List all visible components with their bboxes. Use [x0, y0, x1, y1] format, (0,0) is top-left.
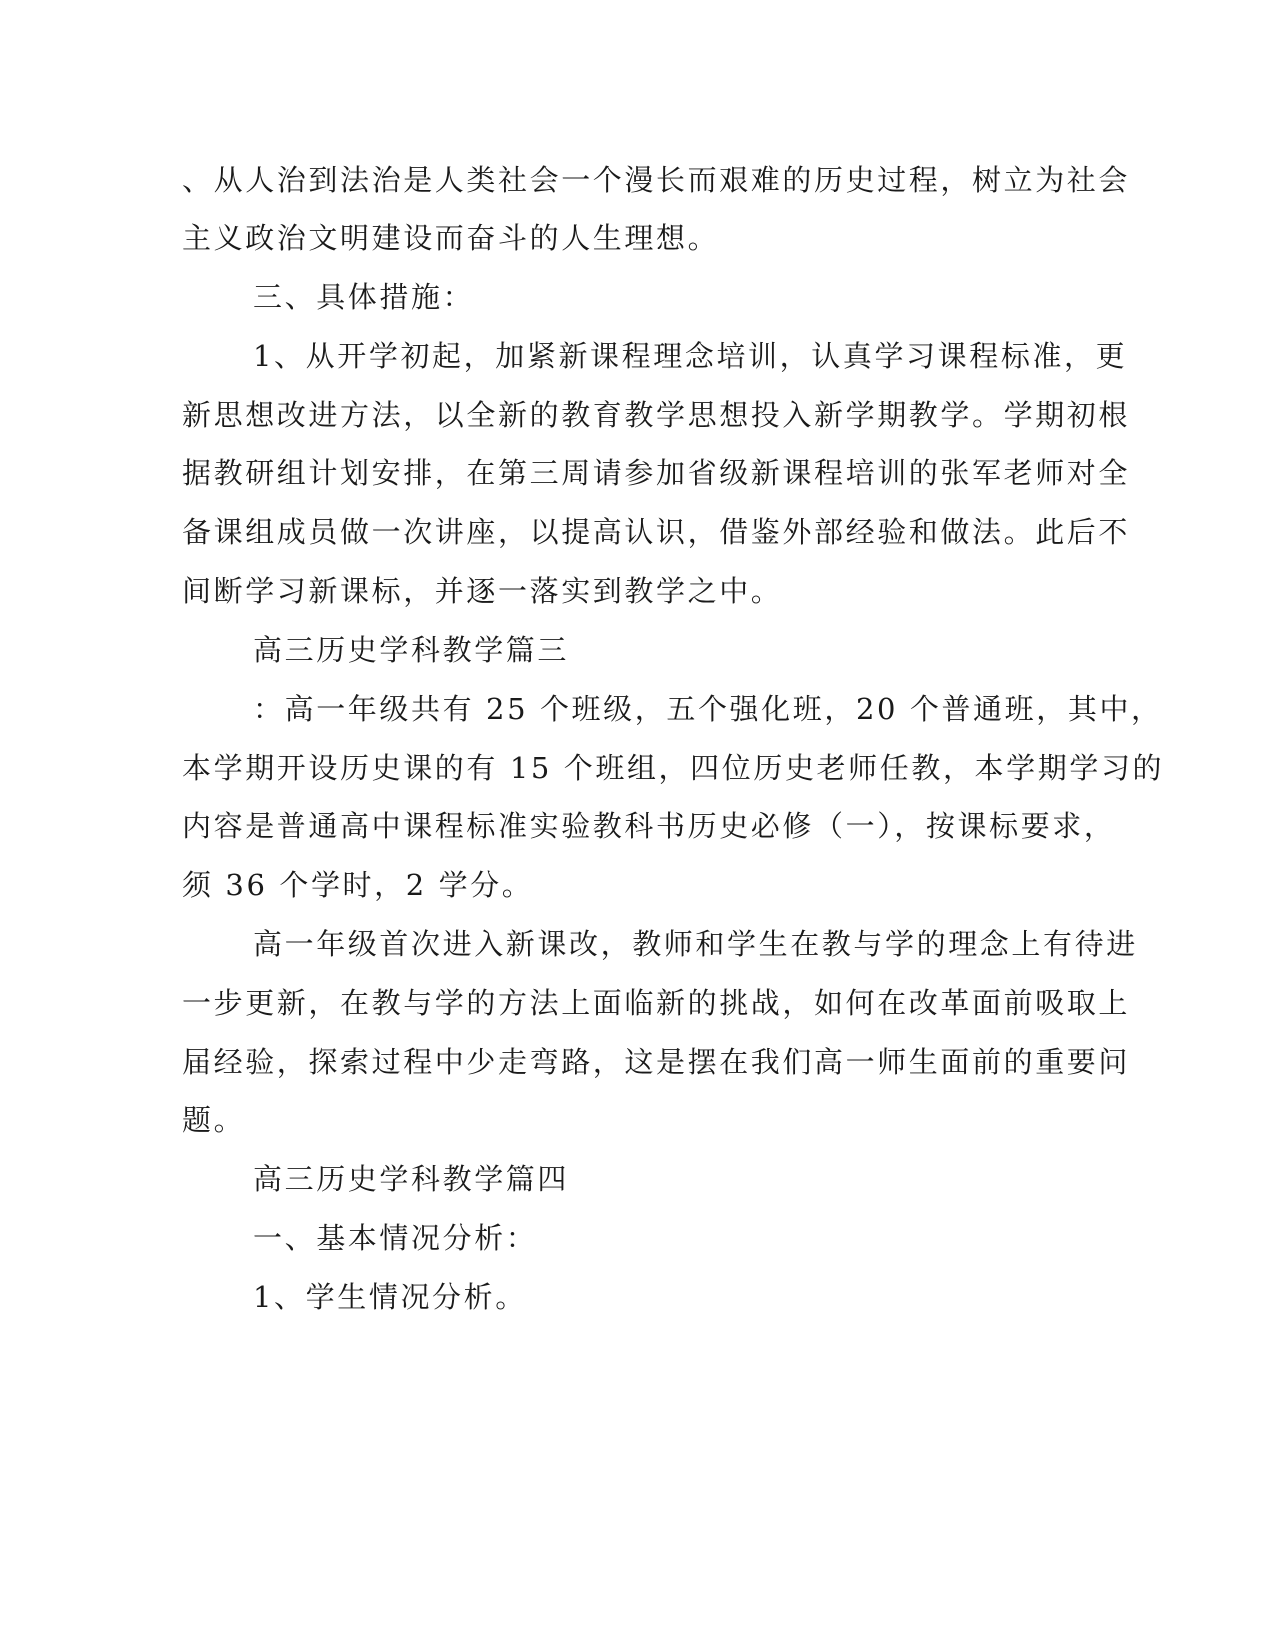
section-heading: 三、具体措施：	[253, 280, 475, 314]
section-heading: 一、基本情况分析：	[253, 1221, 538, 1255]
chapter-title: 高三历史学科教学篇四	[253, 1162, 570, 1196]
text-line: 1、从开学初起，加紧新课程理念培训，认真学习课程标准，更	[253, 339, 1128, 373]
text-line: 间断学习新课标，并逐一落实到教学之中。	[182, 574, 783, 608]
text-line: 内容是普通高中课程标准实验教科书历史必修（一），按课标要求，	[182, 809, 1116, 843]
text-line: ：高一年级共有 25 个班级，五个强化班，20 个普通班，其中，	[253, 692, 1163, 726]
text-line: 新思想改进方法，以全新的教育教学思想投入新学期教学。学期初根	[182, 398, 1131, 432]
text-line: 届经验，探索过程中少走弯路，这是摆在我们高一师生面前的重要问	[182, 1045, 1131, 1079]
text-line: 题。	[182, 1103, 246, 1137]
text-line: 高一年级首次进入新课改，教师和学生在教与学的理念上有待进	[253, 927, 1138, 961]
text-line: 一步更新，在教与学的方法上面临新的挑战，如何在改革面前吸取上	[182, 986, 1131, 1020]
text-line: 本学期开设历史课的有 15 个班组，四位历史老师任教，本学期学习的	[182, 751, 1165, 785]
text-line: 、从人治到法治是人类社会一个漫长而艰难的历史过程，树立为社会	[182, 163, 1131, 197]
text-line: 备课组成员做一次讲座，以提高认识，借鉴外部经验和做法。此后不	[182, 515, 1131, 549]
text-line: 主义政治文明建设而奋斗的人生理想。	[182, 221, 720, 255]
text-line: 须 36 个学时，2 学分。	[182, 868, 534, 902]
text-line: 据教研组计划安排，在第三周请参加省级新课程培训的张军老师对全	[182, 456, 1131, 490]
chapter-title: 高三历史学科教学篇三	[253, 633, 570, 667]
text-line: 1、学生情况分析。	[253, 1280, 527, 1314]
